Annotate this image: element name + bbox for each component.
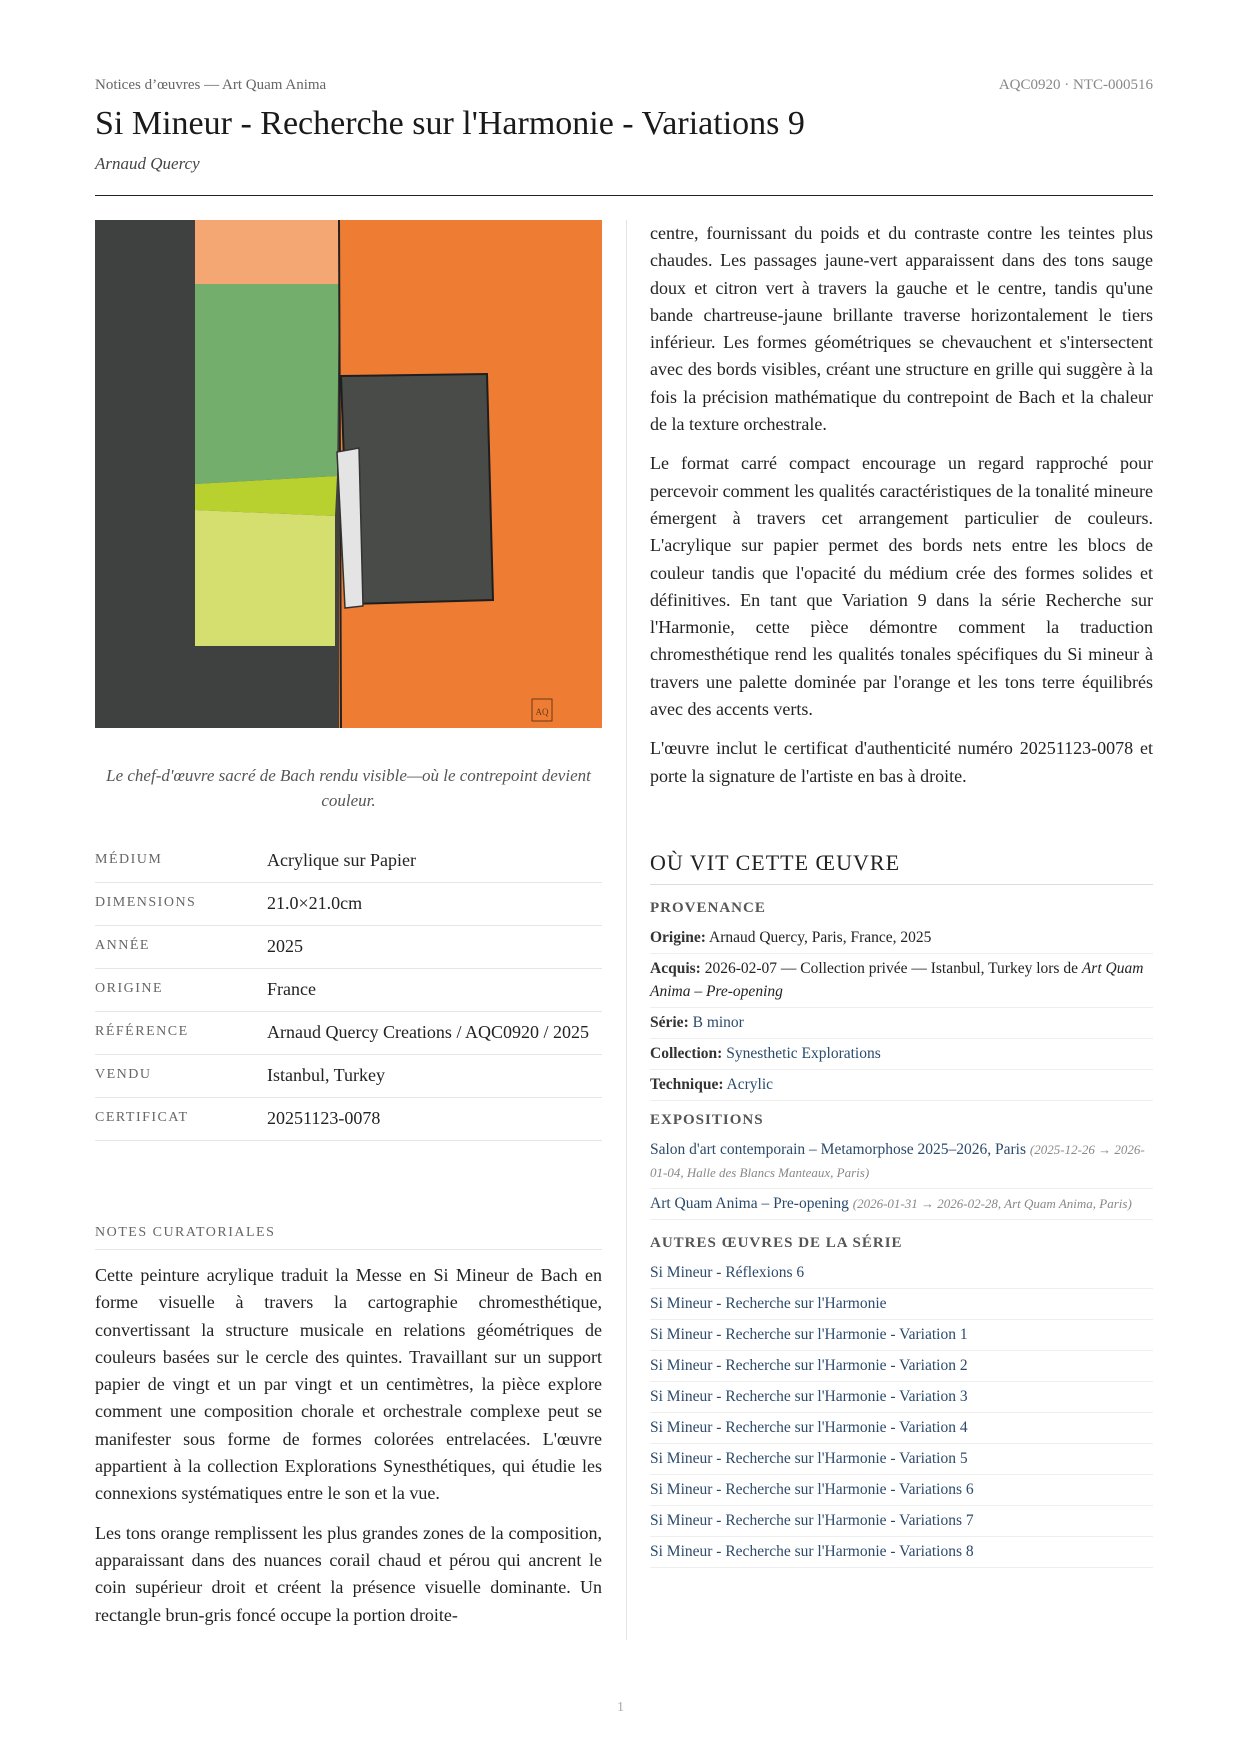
artwork-dark-block [341, 374, 493, 604]
spec-row-certificate [95, 1098, 602, 1141]
provenance-section [650, 900, 1153, 1101]
notes-paragraph: centre, fournissant du poids et du contraste contre les teintes plus chaudes. Les passages jaune-vert apparaissent dans des tons sauge doux et citron vert à travers la gauche et le centre, tandis qu'une bande chartreuse-jaune brillante traverse horizontalement le tiers inférieur. Les formes géométriques se chevauchent et s'intersectent avec des bords visibles, créant une structure en grille qui suggère à la fois la précision mathématique du contrepoint de Bach et la chaleur de la texture orchestrale. [650, 223, 1153, 435]
series-work-link[interactable]: Si Mineur - Recherche sur l'Harmonie - Variations 6 [650, 1475, 1153, 1506]
acquired-value: 2026-02-07 — Collection privée — Istanbul, Turkey lors de [704, 960, 1078, 977]
series-work-link[interactable]: Si Mineur - Recherche sur l'Harmonie - Variation 2 [650, 1351, 1153, 1382]
notes-paragraph: L'œuvre inclut le certificat d'authenticité numéro 20251123-0078 et porte la signature de l'artiste en bas à droite. [650, 738, 1153, 786]
notes-paragraph: Cette peinture acrylique traduit la Messe en Si Mineur de Bach en forme visuelle à travers la cartographie chromesthétique, convertissant la structure musicale en relations géométriques de couleurs basées sur le cercle des quintes. Travaillant sur un support papier de vingt et un par vingt et un centimètres, la pièce explore comment une composition chorale et orchestrale complexe peut se manifester sous forme de formes colorées entrelacées. L'œuvre appartient à la collection Explorations Synesthétiques, qui étudie les connexions systématiques entre le son et la vue. [95, 1265, 602, 1504]
acquired-label: Acquis: [650, 960, 701, 977]
technique-link[interactable]: Acrylic [726, 1076, 774, 1093]
provenance-origin [650, 923, 1153, 954]
artwork-image [95, 220, 602, 728]
artwork-signature: AQ [535, 707, 549, 717]
series-work-link[interactable]: Si Mineur - Recherche sur l'Harmonie [650, 1289, 1153, 1320]
provenance-collection [650, 1039, 1153, 1070]
header-divider [95, 195, 1153, 196]
spec-row-reference [95, 1012, 602, 1055]
exhibition-item [650, 1189, 1153, 1220]
spec-value: Istanbul, Turkey [267, 1055, 602, 1098]
spec-row-sold [95, 1055, 602, 1098]
spec-label: CERTIFICAT [95, 1098, 267, 1141]
curatorial-notes-body [95, 1262, 602, 1641]
collection-label: Collection: [650, 1045, 723, 1062]
spec-label: VENDU [95, 1055, 267, 1098]
spec-row-dimensions [95, 883, 602, 926]
origin-label: Origine: [650, 929, 706, 946]
where-it-lives-heading: OÙ VIT CETTE ŒUVRE [650, 850, 1153, 885]
curatorial-notes-heading: NOTES CURATORIALES [95, 1225, 602, 1250]
notes-continued [650, 220, 1153, 802]
provenance-technique [650, 1070, 1153, 1101]
source-label: Notices d’œuvres — Art Quam Anima [95, 77, 327, 93]
series-work-link[interactable]: Si Mineur - Recherche sur l'Harmonie - Variation 5 [650, 1444, 1153, 1475]
spec-label: ORIGINE [95, 969, 267, 1012]
series-work-link[interactable]: Si Mineur - Réflexions 6 [650, 1258, 1153, 1289]
spec-row-year [95, 926, 602, 969]
spec-value: Arnaud Quercy Creations / AQC0920 / 2025 [267, 1012, 602, 1055]
series-work-link[interactable]: Si Mineur - Recherche sur l'Harmonie - Variation 3 [650, 1382, 1153, 1413]
exhibitions-section [650, 1112, 1153, 1220]
page-title: Si Mineur - Recherche sur l'Harmonie - Variations 9 [95, 105, 805, 142]
spec-row-origin [95, 969, 602, 1012]
exhibition-item [650, 1135, 1153, 1189]
spec-row-medium [95, 840, 602, 883]
provenance-series [650, 1008, 1153, 1039]
artwork-green-block [195, 284, 339, 484]
artwork-peach-block [195, 220, 339, 284]
origin-value: Arnaud Quercy, Paris, France, 2025 [709, 929, 932, 946]
artwork-caption: Le chef-d'œuvre sacré de Bach rendu visible—où le contrepoint devient couleur. [106, 766, 591, 810]
series-work-link[interactable]: Si Mineur - Recherche sur l'Harmonie - Variations 7 [650, 1506, 1153, 1537]
series-link[interactable]: B minor [692, 1014, 744, 1031]
spec-value: France [267, 969, 602, 1012]
spec-label: MÉDIUM [95, 840, 267, 883]
specs-table [95, 840, 602, 1141]
column-divider [626, 220, 627, 1640]
exhibition-link[interactable]: Art Quam Anima – Pre-opening [650, 1195, 849, 1212]
spec-value: Acrylique sur Papier [267, 840, 602, 883]
spec-label: RÉFÉRENCE [95, 1012, 267, 1055]
provenance-acquired [650, 954, 1153, 1008]
series-works-section [650, 1235, 1153, 1568]
page-number: 1 [617, 1700, 624, 1715]
exhibition-meta: (2025-12-26 → 2026-01-04, Halle des Blancs Manteaux, Paris) [650, 1142, 1145, 1180]
series-work-link[interactable]: Si Mineur - Recherche sur l'Harmonie - Variation 1 [650, 1320, 1153, 1351]
series-label: Série: [650, 1014, 689, 1031]
exhibition-link[interactable]: Salon d'art contemporain – Metamorphose 2025–2026, Paris [650, 1141, 1027, 1158]
exhibitions-heading: EXPOSITIONS [650, 1112, 764, 1128]
collection-link[interactable]: Synesthetic Explorations [726, 1045, 881, 1062]
spec-label: DIMENSIONS [95, 883, 267, 926]
spec-label: ANNÉE [95, 926, 267, 969]
spec-value: 2025 [267, 926, 602, 969]
technique-label: Technique: [650, 1076, 724, 1093]
series-work-link[interactable]: Si Mineur - Recherche sur l'Harmonie - Variations 8 [650, 1537, 1153, 1568]
acquired-event: Art Quam Anima – Pre-opening [650, 960, 1144, 1000]
spec-value: 21.0×21.0cm [267, 883, 602, 926]
reference-code: AQC0920 · NTC-000516 [998, 77, 1153, 93]
series-work-link[interactable]: Si Mineur - Recherche sur l'Harmonie - Variation 4 [650, 1413, 1153, 1444]
series-works-heading: AUTRES ŒUVRES DE LA SÉRIE [650, 1235, 903, 1251]
spec-value: 20251123-0078 [267, 1098, 602, 1141]
notes-paragraph: Le format carré compact encourage un regard rapproché pour percevoir comment les qualités caractéristiques de la tonalité mineure émergent à travers cet arrangement particulier de couleurs. L'acrylique sur papier permet des bords nets entre les blocs de couleur tandis que l'opacité du médium crée des formes solides et définitives. En tant que Variation 9 dans la série Recherche sur l'Harmonie, cette pièce démontre comment la traduction chromesthétique rend les qualités tonales spécifiques du Si mineur à travers une palette dominée par l'orange et les tons terre équilibrés avec des accents verts. [650, 453, 1153, 720]
artist-name: Arnaud Quercy [95, 154, 200, 173]
notes-paragraph: Les tons orange remplissent les plus grandes zones de la composition, apparaissant dans des nuances corail chaud et pérou qui ancrent le coin supérieur droit et créent la présence visuelle dominante. Un rectangle brun-gris foncé occupe la portion droite- [95, 1522, 602, 1625]
provenance-heading: PROVENANCE [650, 900, 766, 916]
exhibition-meta: (2026-01-31 → 2026-02-28, Art Quam Anima, Paris) [852, 1196, 1132, 1211]
artwork-yellow-green-block [195, 510, 335, 646]
